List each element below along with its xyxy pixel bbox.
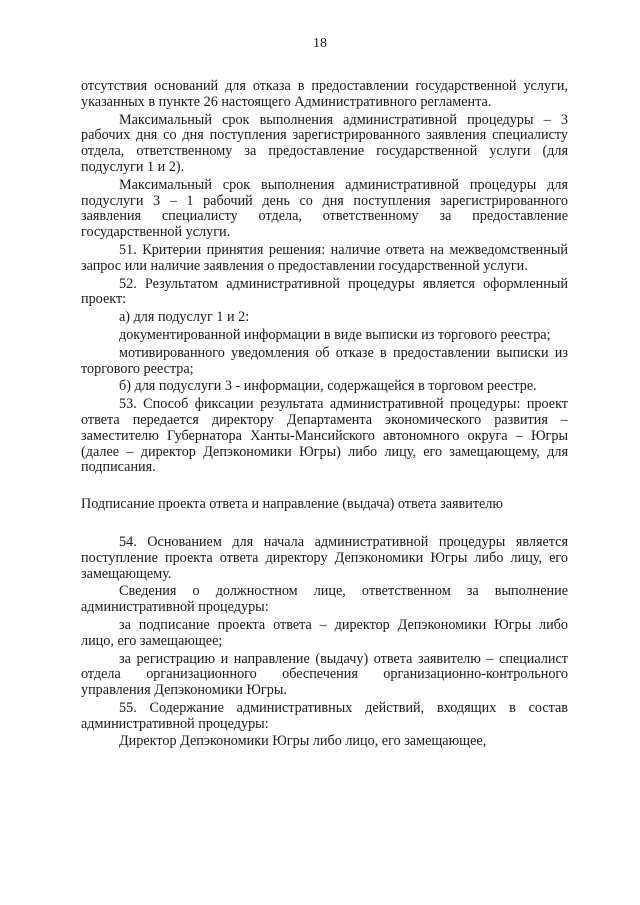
paragraph-max-term-1-2: Максимальный срок выполнения административной процедуры – 3 рабочих дня со дня поступления зарегистрированного заявления специалисту отдела, ответственному за предоставление государственной услуги (для подуслуги 1 и 2).: [81, 111, 568, 175]
paragraph-max-term-3: Максимальный срок выполнения административной процедуры для подуслуги 3 – 1 рабочий день со дня поступления зарегистрированного заявления специалисту отдела, ответственному за предоставление государственной услуги.: [81, 176, 568, 241]
paragraph-item-b: б) для подуслуги 3 - информации, содержащейся в торговом реестре.: [119, 378, 537, 395]
paragraph-item-a: а) для подуслуг 1 и 2:: [119, 309, 250, 326]
paragraph-registration-responsible: за регистрацию и направление (выдачу) ответа заявителю – специалист отдела организационного обеспечения организационно-контрольного управления Депэкономики Югры.: [81, 650, 568, 699]
paragraph-extract-info: документированной информации в виде выписки из торгового реестра;: [119, 326, 551, 343]
paragraph-continuation: отсутствия оснований для отказа в предоставлении государственной услуги, указанных в пункте 26 настоящего Административного регламента.: [81, 78, 568, 110]
document-body: [81, 79, 568, 750]
paragraph-official-info: Сведения о должностном лице, ответственном за выполнение административной процедуры:: [81, 583, 568, 616]
page-number: 18: [313, 36, 327, 51]
paragraph-54-basis: 54. Основанием для начала административной процедуры является поступление проекта ответа директору Депэкономики Югры либо лицу, его замещающему.: [81, 533, 568, 582]
paragraph-signing-responsible: за подписание проекта ответа – директор Депэкономики Югры либо лицо, его замещающее;: [81, 616, 568, 649]
section-heading: Подписание проекта ответа и направление (выдача) ответа заявителю: [81, 496, 504, 513]
paragraph-refusal-notice: мотивированного уведомления об отказе в предоставлении выписки из торгового реестра;: [81, 344, 568, 377]
paragraph-51-criteria: 51. Критерии принятия решения: наличие ответа на межведомственный запрос или наличие заявления о предоставлении государственной услуги.: [81, 241, 568, 274]
paragraph-director-actions: Директор Депэкономики Югры либо лицо, его замещающее,: [119, 733, 487, 750]
paragraph-52-result: 52. Результатом административной процедуры является оформленный проект:: [81, 275, 568, 308]
paragraph-53-fixation: 53. Способ фиксации результата административной процедуры: проект ответа передается директору Департамента экономического развития – заместителю Губернатора Ханты-Мансийского автономного округа – Югры (далее – директор Депэкономики Югры) либо лицу, его замещающему, для подписания.: [81, 396, 568, 476]
paragraph-55-actions: 55. Содержание административных действий, входящих в состав административной процедуры:: [81, 699, 568, 732]
